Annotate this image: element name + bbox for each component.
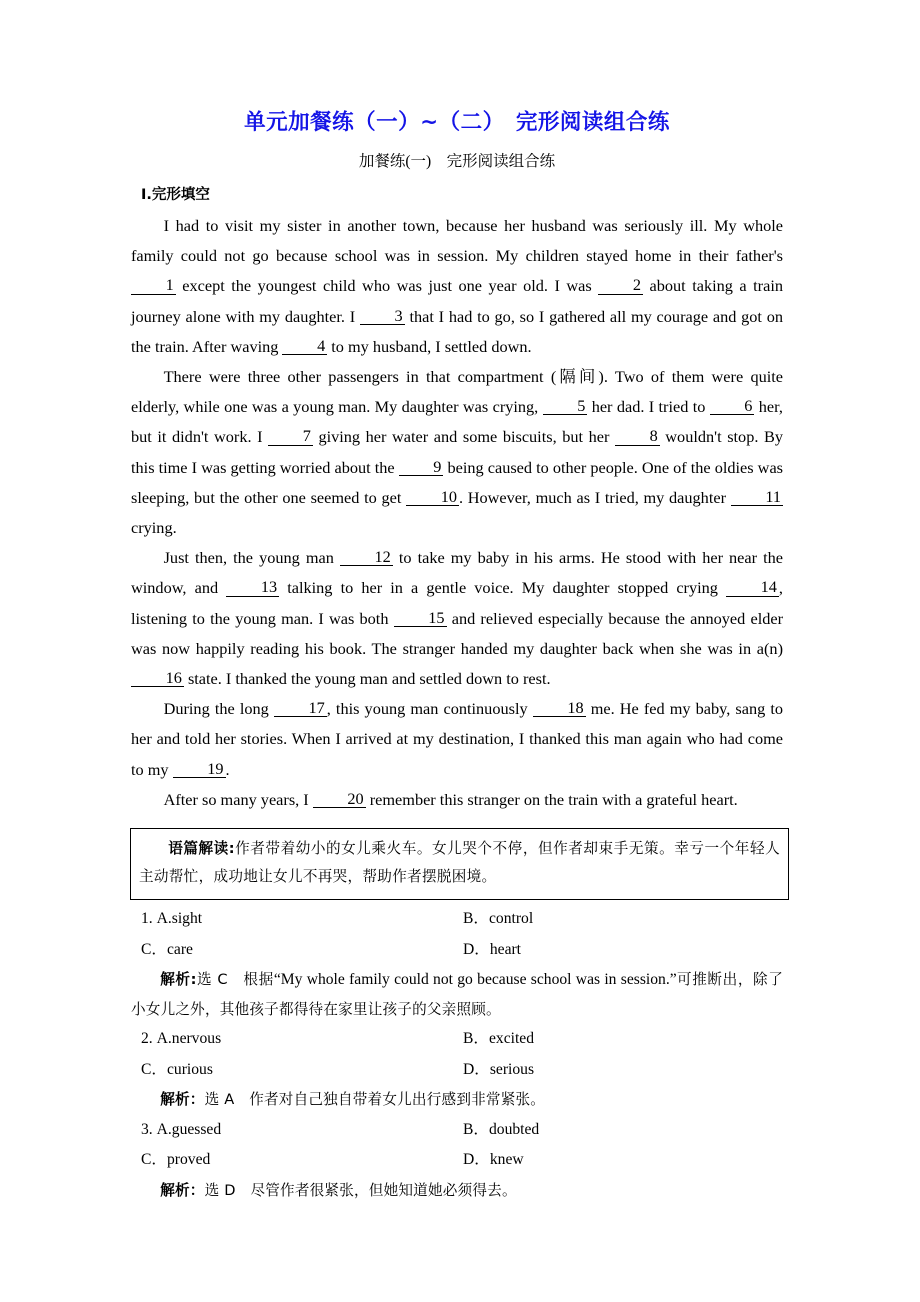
option-d[interactable]: D．serious [463, 1060, 535, 1078]
explanation-cn-body: 可推断出，除了小女儿之外，其他孩子都得待在家里让孩子的父亲照顾。 [131, 971, 783, 1018]
passage-paragraph [131, 694, 783, 785]
explanation-choice: 选 A [204, 1091, 235, 1109]
option-row [131, 904, 783, 935]
question-block [131, 1115, 783, 1206]
option-a[interactable] [141, 1024, 463, 1055]
option-b[interactable]: B．excited [463, 1030, 535, 1048]
analysis-body: 作者带着幼小的女儿乘火车。女儿哭个不停，但作者却束手无策。幸亏一个年轻人主动帮忙，成功地让女儿不再哭，帮助作者摆脱困境。 [139, 840, 780, 886]
passage-text: to take my baby in his arms. He stood with her near the window, and [131, 548, 783, 598]
explanation-cn-body: 尽管作者很紧张，但她知道她必须得去。 [250, 1181, 517, 1199]
question-block [131, 1024, 783, 1115]
cloze-blank-13[interactable]: 13 [226, 578, 279, 596]
passage-paragraph [131, 543, 783, 694]
cloze-blank-19[interactable]: 19 [173, 760, 226, 778]
option-b[interactable]: B．control [463, 910, 534, 928]
passage-text: being caused to other people. One of the oldies was sleeping, but the other one seemed to get [131, 457, 784, 507]
explanation-choice: 选 C [196, 971, 228, 989]
option-row [131, 1145, 783, 1176]
passage-text: , this young man continuously [326, 699, 533, 719]
cloze-blank-18[interactable]: 18 [533, 699, 586, 717]
cloze-blank-6[interactable]: 6 [710, 397, 755, 415]
passage-text: . However, much as I tried, my daughter [458, 487, 731, 507]
passage-text: her dad. I tried to [587, 397, 710, 417]
questions-list [131, 900, 783, 1205]
option-d[interactable]: D．heart [463, 940, 522, 958]
passage-text: except the youngest child who was just one year old. I was [175, 276, 599, 296]
passage-text: There were three other passengers in that compartment (隔间). Two of them were quite elderly, while one was a young man. My daughter was crying, [131, 367, 783, 417]
section-heading: Ⅰ.完形填空 [141, 187, 210, 203]
explanation [131, 1085, 783, 1115]
passage-text: During the long [163, 699, 274, 719]
page-title: 单元加餐练（一）~（二） 完形阅读组合练 [244, 110, 670, 135]
explanation-label: 解析： [160, 1091, 205, 1109]
explanation-quote: “My whole family could not go because school was in session.” [273, 971, 677, 989]
option-c[interactable]: C．proved [141, 1151, 211, 1169]
option-row [131, 1024, 783, 1055]
passage-text: to my husband, I settled down. [327, 336, 532, 356]
cloze-blank-1[interactable]: 1 [131, 276, 176, 294]
option-row [131, 1055, 783, 1086]
option-a[interactable] [141, 1115, 463, 1146]
explanation-cn-body: 作者对自己独自带着女儿出行感到非常紧张。 [249, 1091, 546, 1109]
option-c[interactable]: C．care [141, 940, 193, 958]
passage-text: , listening to the young man. I was both [131, 578, 783, 628]
cloze-blank-8[interactable]: 8 [615, 427, 660, 445]
option-c[interactable]: C．curious [141, 1060, 213, 1078]
passage-text: and relieved especially because the annoyed elder was now happily reading his book. The stranger handed my daughter back when she was in a(n) [131, 608, 783, 658]
passage-paragraph [131, 785, 783, 815]
cloze-blank-5[interactable]: 5 [543, 397, 588, 415]
passage-text: about taking a train journey alone with my daughter. I [131, 276, 783, 326]
cloze-blank-4[interactable]: 4 [282, 337, 327, 355]
question-number: 3. [141, 1120, 153, 1138]
cloze-blank-2[interactable]: 2 [598, 276, 643, 294]
cloze-blank-7[interactable]: 7 [268, 427, 313, 445]
passage-text: wouldn't stop. By this time I was getting worried about the [131, 427, 783, 477]
cloze-blank-20[interactable]: 20 [313, 790, 366, 808]
option-row [131, 1115, 783, 1146]
passage-text: Just then, the young man [163, 548, 340, 568]
cloze-blank-9[interactable]: 9 [399, 458, 444, 476]
passage-text: I had to visit my sister in another town, because her husband was seriously ill. My whole family could not go because school was in session. My children stayed home in their father's [131, 216, 783, 266]
explanation [131, 965, 783, 1024]
cloze-blank-15[interactable]: 15 [394, 609, 447, 627]
cloze-blank-14[interactable]: 14 [726, 578, 779, 596]
question-number: 2. [141, 1030, 153, 1048]
cloze-blank-11[interactable]: 11 [731, 488, 783, 506]
passage-text: me. He fed my baby, sang to her and told her stories. When I arrived at my destination, I thanked this man again who had come to my [131, 699, 784, 779]
option-a-label: A.sight [156, 910, 203, 928]
option-row [131, 935, 783, 966]
cloze-blank-16[interactable]: 16 [131, 669, 184, 687]
explanation-choice: 选 D [204, 1181, 236, 1199]
passage-text: giving her water and some biscuits, but her [312, 427, 615, 447]
passage-text: talking to her in a gentle voice. My daughter stopped crying [279, 578, 727, 598]
option-d[interactable]: D．knew [463, 1151, 524, 1169]
passage-text: crying. [131, 518, 177, 538]
cloze-blank-17[interactable]: 17 [274, 699, 327, 717]
passage-text: remember this stranger on the train with a grateful heart. [365, 789, 738, 809]
passage-paragraph [131, 362, 783, 543]
question-block [131, 904, 783, 1024]
option-a-label: A.nervous [156, 1030, 222, 1048]
question-number: 1. [141, 910, 153, 928]
page-subtitle: 加餐练(一) 完形阅读组合练 [358, 153, 556, 170]
option-a[interactable] [141, 904, 463, 935]
passage-text: her, but it didn't work. I [131, 397, 783, 447]
analysis-label: 语篇解读: [168, 840, 235, 858]
cloze-blank-10[interactable]: 10 [406, 488, 459, 506]
explanation-label: 解析: [160, 971, 197, 989]
passage-paragraph [131, 211, 783, 362]
explanation-cn-lead: 根据 [243, 971, 274, 989]
passage-text: that I had to go, so I gathered all my courage and got on the train. After waving [131, 306, 783, 356]
explanation [131, 1176, 783, 1206]
option-a-label: A.guessed [156, 1120, 222, 1138]
page-content [131, 0, 783, 1205]
analysis-text [139, 835, 780, 891]
explanation-label: 解析： [160, 1181, 205, 1199]
cloze-blank-12[interactable]: 12 [340, 548, 393, 566]
analysis-box [130, 828, 789, 900]
passage-text: state. I thanked the young man and settled down to rest. [183, 669, 551, 689]
option-b[interactable]: B．doubted [463, 1120, 540, 1138]
cloze-blank-3[interactable]: 3 [360, 307, 405, 325]
passage-text: . [225, 759, 230, 779]
passage [131, 205, 783, 815]
passage-text: After so many years, I [163, 789, 313, 809]
